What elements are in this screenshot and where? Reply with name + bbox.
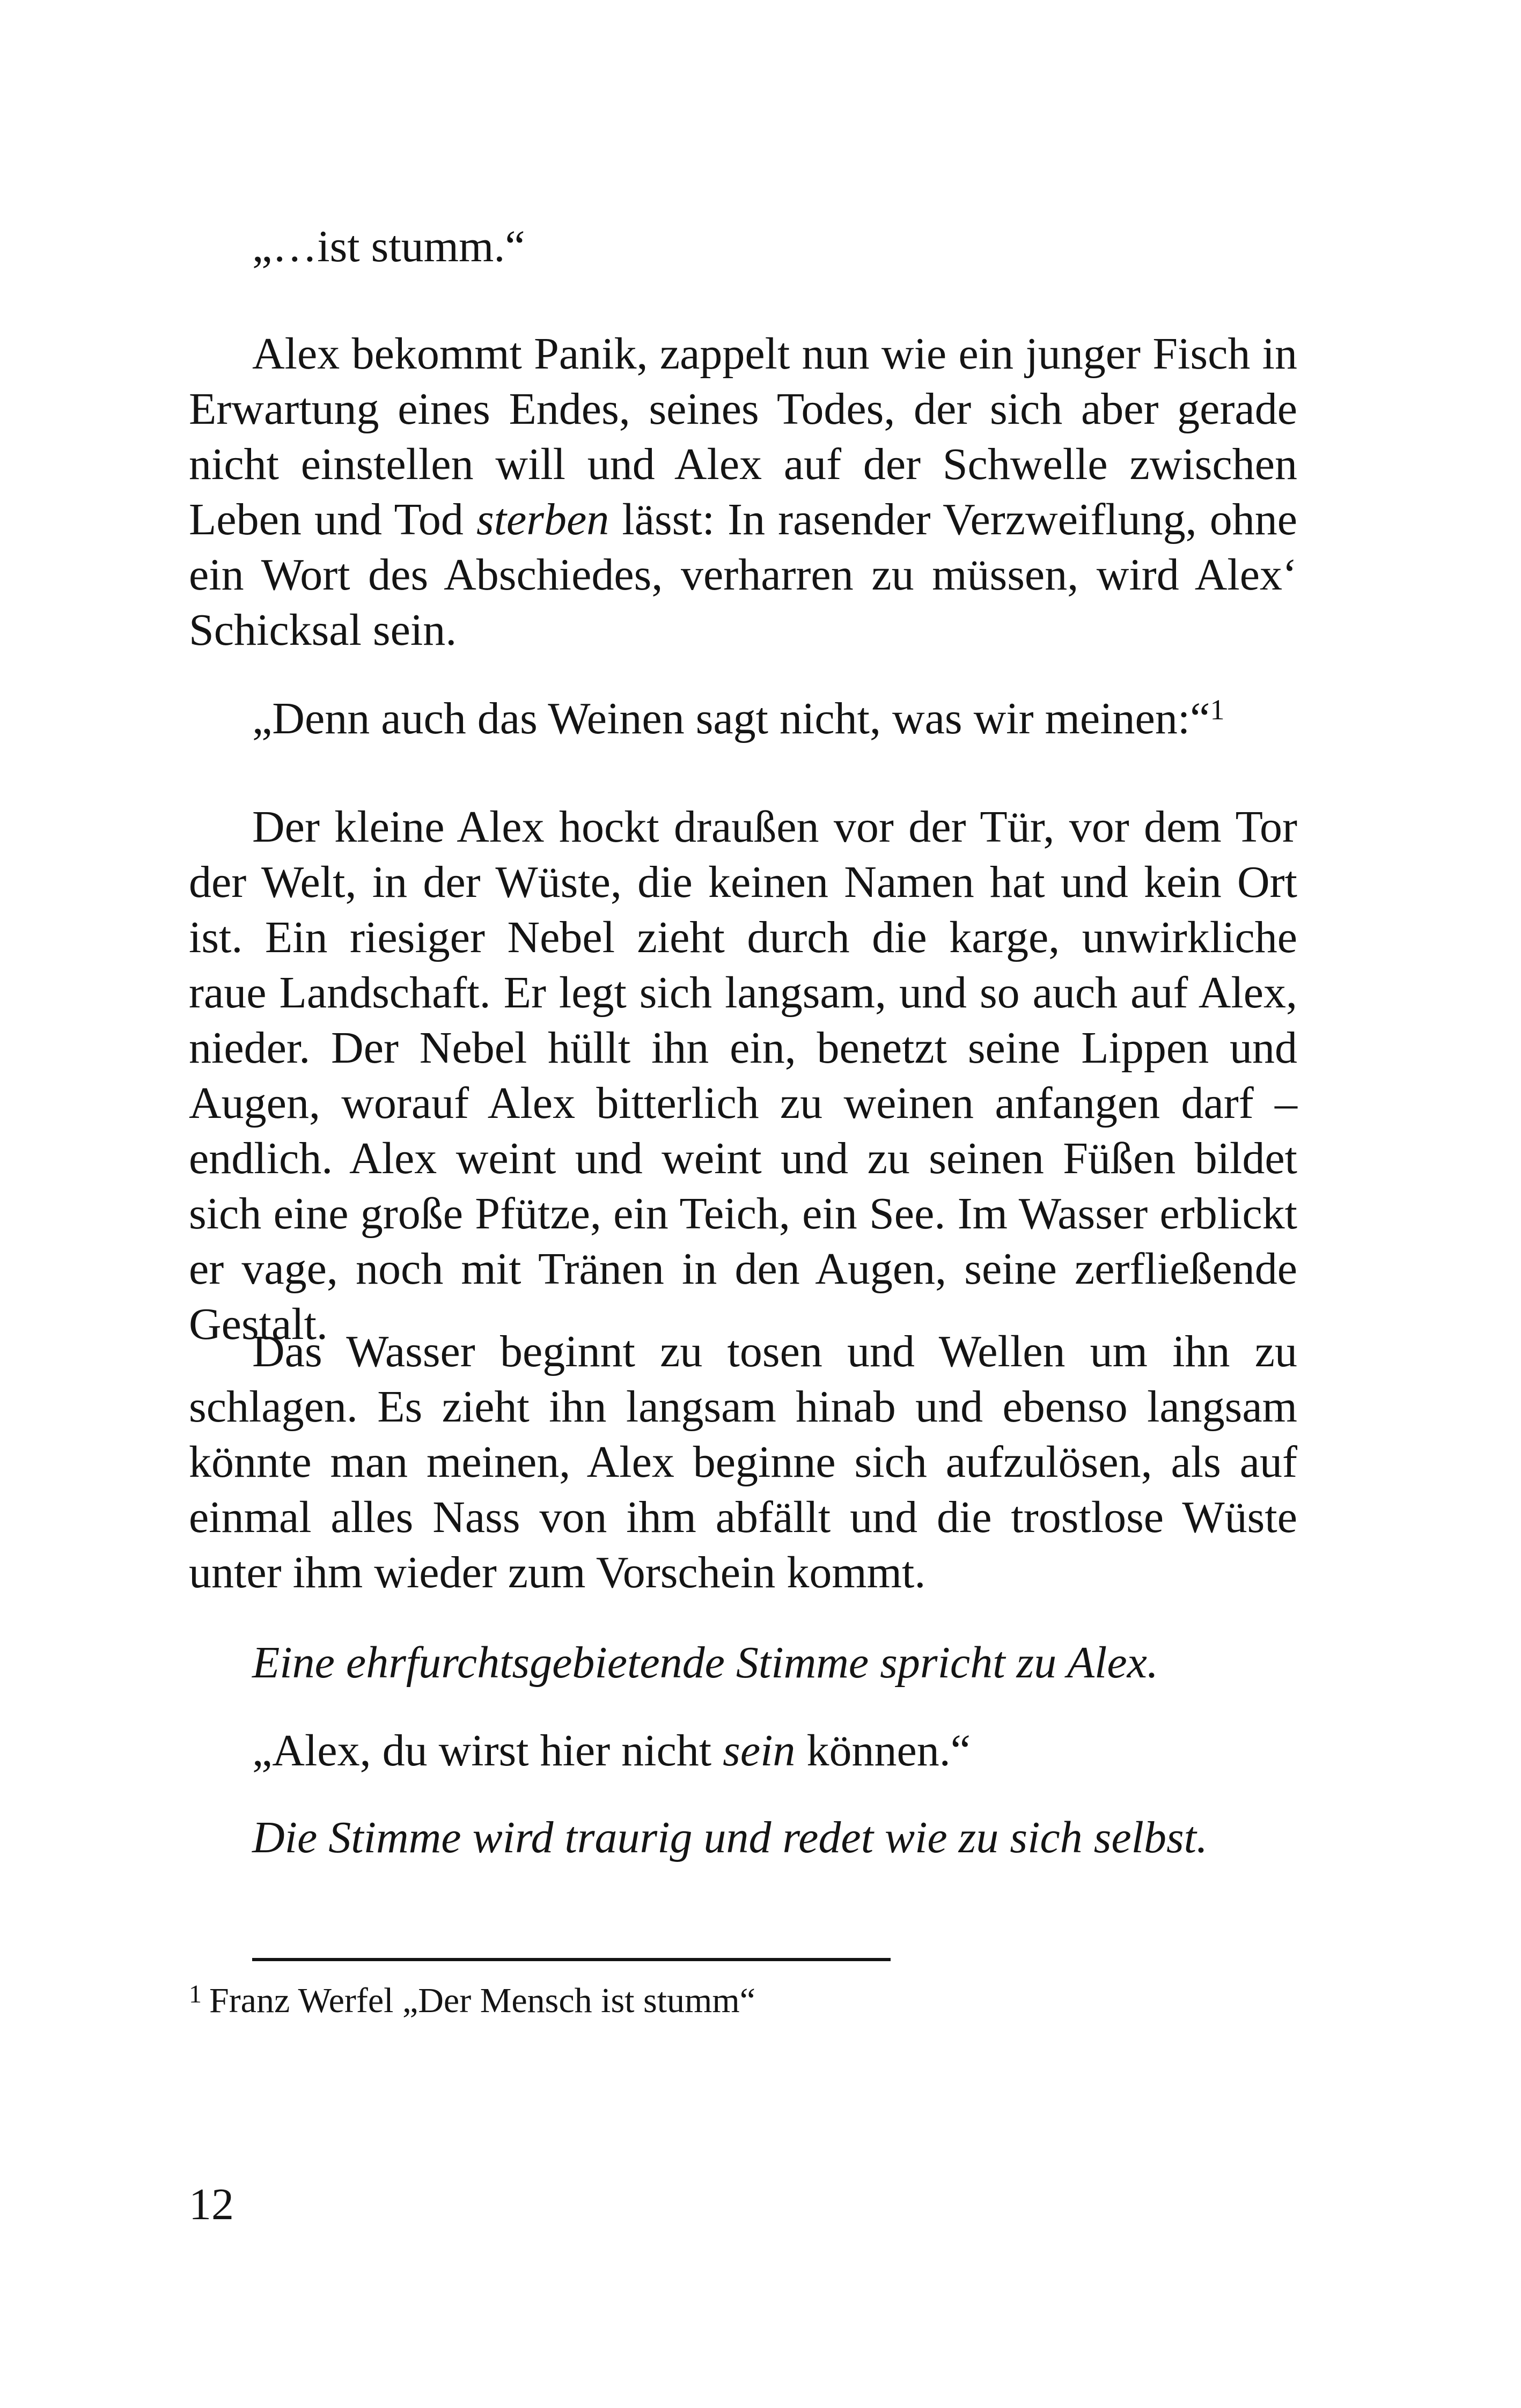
footnote-reference: 1 <box>1210 694 1225 726</box>
footnote-divider <box>252 1958 891 1961</box>
paragraph-text: lässt: In rasender Verzweiflung, ohne ein Wort des Abschiedes, verharren zu müssen, wird Alex‘ Schicksal sein. <box>189 495 1297 655</box>
paragraph-stimme-spricht <box>189 1635 1297 1690</box>
paragraph-text: Eine ehrfurchtsgebietende Stimme spricht zu Alex. <box>252 1638 1158 1688</box>
paragraph-weinen-quote <box>189 691 1297 746</box>
paragraph-text: Alex bekommt Panik, zappelt nun wie ein junger Fisch in Erwartung eines Endes, seines Todes, der sich aber gerade nicht einstellen will und Alex auf der Schwelle zwischen Leben und Tod <box>189 329 1297 544</box>
footnote <box>189 1979 755 2022</box>
paragraph-text: „Alex, du wirst hier nicht <box>252 1726 723 1776</box>
paragraph-text: „Denn auch das Weinen sagt nicht, was wir meinen:“ <box>252 694 1210 743</box>
paragraph-nicht-sein <box>189 1723 1297 1778</box>
paragraph-stimme-traurig <box>189 1810 1297 1865</box>
paragraph-text: können.“ <box>795 1726 971 1776</box>
emphasis-sterben: sterben <box>476 495 609 544</box>
paragraph-kleine-alex <box>189 799 1297 1352</box>
footnote-number: 1 <box>189 1980 202 2008</box>
page-number: 12 <box>189 2179 234 2229</box>
paragraph-panik <box>189 326 1297 658</box>
paragraph-text: Die Stimme wird traurig und redet wie zu sich selbst. <box>252 1813 1208 1862</box>
paragraph-text: Der kleine Alex hockt draußen vor der Tür, vor dem Tor der Welt, in der Wüste, die keinen Namen hat und kein Ort ist. Ein riesiger Nebel zieht durch die karge, unwirkliche raue Landschaft. Er legt sich langsam, und so auch auf Alex, nieder. Der Nebel hüllt ihn ein, benetzt seine Lippen und Augen, worauf Alex bitterlich zu weinen anfangen darf – endlich. Alex weint und weint und zu seinen Füßen bildet sich eine große Pfütze, ein Teich, ein See. Im Wasser erblickt er vage, noch mit Tränen in den Augen, seine zerfließende Gestalt. <box>189 802 1297 1349</box>
paragraph-text: Das Wasser beginnt zu tosen und Wellen um ihn zu schlagen. Es zieht ihn langsam hinab und ebenso langsam könnte man meinen, Alex beginne sich aufzulösen, als auf einmal alles Nass von ihm abfällt und die trostlose Wüste unter ihm wieder zum Vorschein kommt. <box>189 1327 1297 1597</box>
paragraph-wasser <box>189 1324 1297 1600</box>
paragraph-text: „…ist stumm.“ <box>252 222 525 271</box>
paragraph-ist-stumm <box>189 219 1297 274</box>
footnote-text: Franz Werfel „Der Mensch ist stumm“ <box>209 1981 756 2020</box>
emphasis-sein: sein <box>723 1726 796 1776</box>
